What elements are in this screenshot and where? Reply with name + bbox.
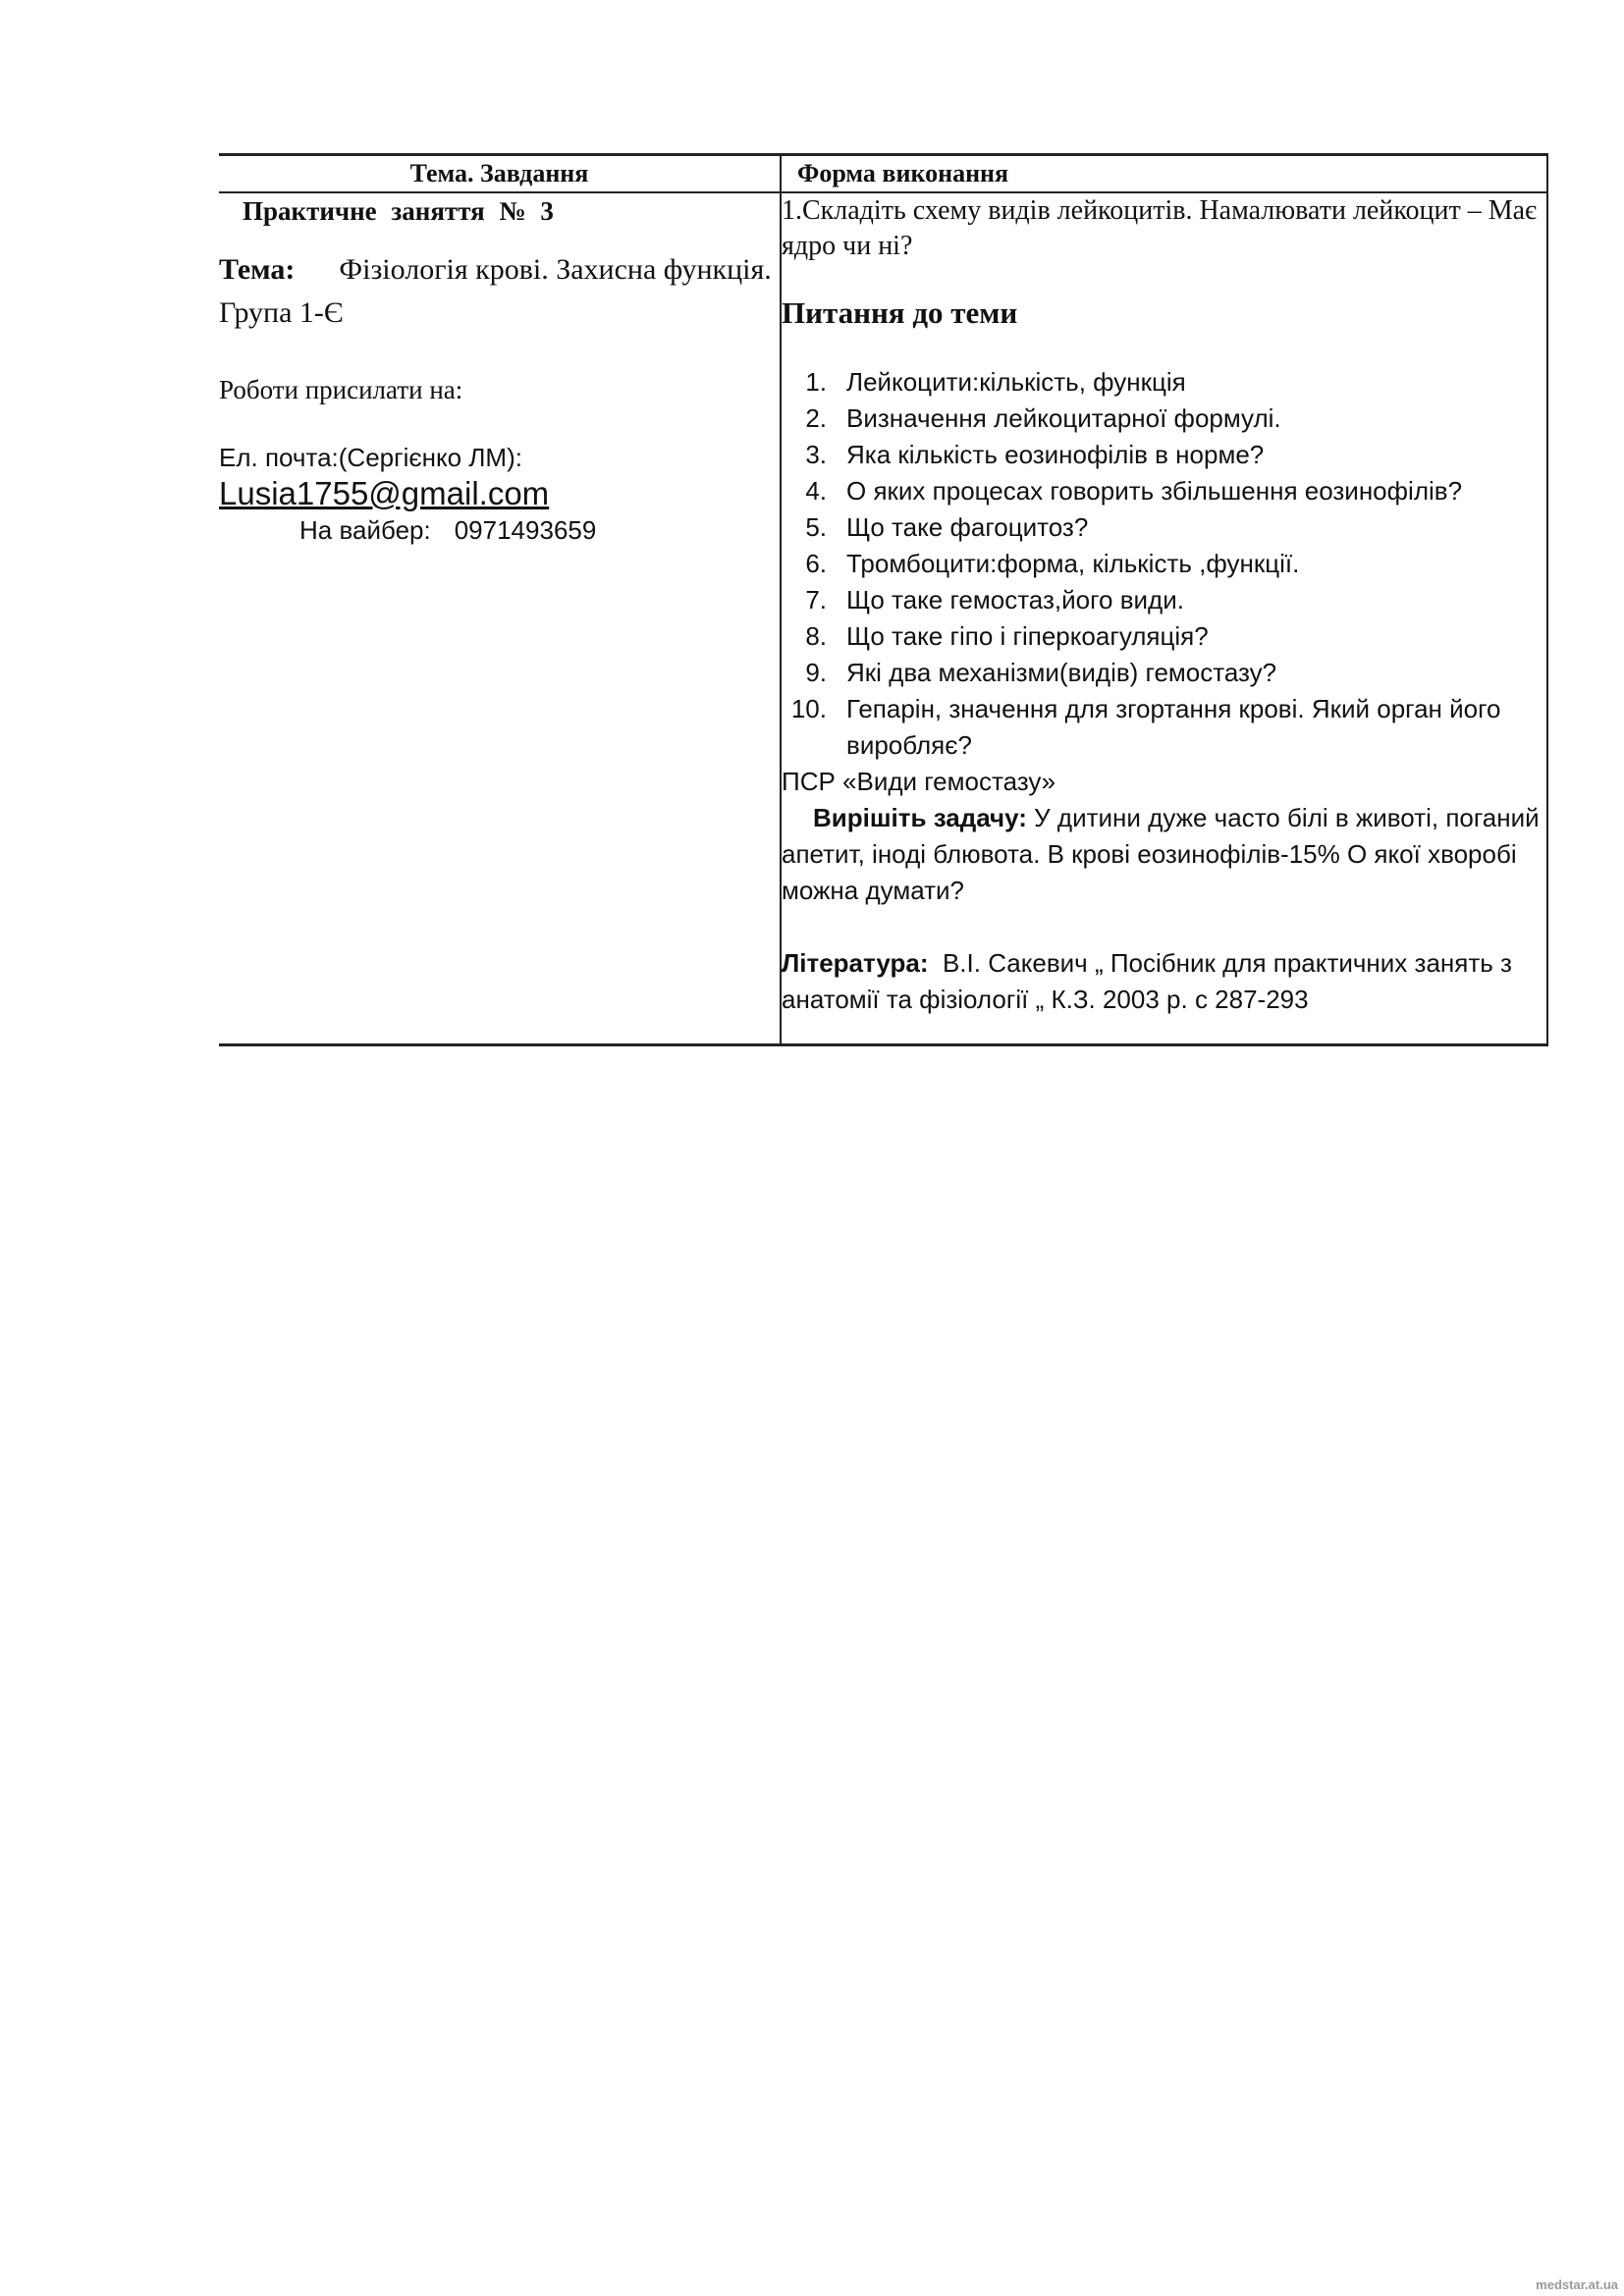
problem-text: У дитини дуже часто білі в животі, поганий апетит, іноді блювота. В крові еозинофілів-15% О якої хворобі можна думати?: [782, 803, 1540, 905]
list-item: [782, 364, 1546, 400]
table-header-row: [219, 155, 1547, 193]
questions-list: [782, 364, 1546, 764]
list-item: [782, 400, 1546, 437]
question-number: 6.: [805, 549, 827, 578]
question-number: 10.: [790, 694, 827, 723]
questions-title: Питання до теми: [782, 295, 1018, 330]
topic-cell: [219, 192, 781, 1045]
question-text: Гепарін, значення для згортання крові. Який орган його виробляє?: [846, 694, 1501, 760]
question-text: Тромбоцити:форма, кількість ,функції.: [846, 549, 1300, 578]
question-text: Які два механізми(видів) гемостазу?: [846, 658, 1277, 687]
question-number: 3.: [805, 440, 827, 469]
question-number: 2.: [805, 403, 827, 433]
problem-paragraph: [782, 800, 1546, 909]
header-form-of-execution: Форма виконання: [781, 155, 1547, 193]
viber-contact: [219, 513, 780, 547]
question-number: 1.: [805, 367, 827, 397]
theme-line: [219, 248, 780, 292]
problem-label: Вирішіть задачу:: [813, 803, 1027, 832]
list-item: [782, 437, 1546, 473]
literature-text: В.І. Сакевич „ Посібник для практичних занять з анатомії та фізіології „ К.З. 2003 р. с 287-293: [782, 948, 1512, 1014]
theme-label: Тема:: [219, 253, 296, 286]
psr-line: ПСР «Види гемостазу»: [782, 767, 1056, 796]
viber-label: На вайбер:: [299, 515, 431, 545]
question-text: Яка кількість еозинофілів в норме?: [846, 440, 1265, 469]
site-watermark: medstar.at.ua: [1536, 2277, 1618, 2292]
question-text: О яких процесах говорить збільшення еозинофілів?: [846, 476, 1463, 506]
question-text: Що таке гіпо і гіперкоагуляція?: [846, 621, 1209, 651]
literature-label: Література:: [782, 948, 929, 978]
list-item: [782, 691, 1546, 764]
send-to-label: Роботи присилати на:: [219, 375, 463, 404]
email-link[interactable]: Lusia1755@gmail.com: [219, 475, 550, 511]
header-topic-task: Тема. Завдання: [219, 155, 781, 193]
list-item: [782, 546, 1546, 582]
question-text: Що таке гемостаз,його види.: [846, 585, 1184, 614]
email-label: Ел. почта:(Сергієнко ЛМ):: [219, 443, 522, 472]
question-number: 5.: [805, 512, 827, 542]
table-body-row: [219, 192, 1547, 1045]
list-item: [782, 509, 1546, 546]
group-label: Група 1-Є: [219, 296, 344, 329]
list-item: [782, 473, 1546, 509]
question-text: Що таке фагоцитоз?: [846, 512, 1089, 542]
question-text: Визначення лейкоцитарної формулі.: [846, 403, 1281, 433]
question-number: 8.: [805, 621, 827, 651]
question-number: 9.: [805, 658, 827, 687]
theme-text: Фізіологія крові. Захисна функція.: [339, 253, 772, 286]
literature-paragraph: [782, 945, 1546, 1018]
list-item: [782, 655, 1546, 691]
list-item: [782, 618, 1546, 655]
viber-number: 0971493659: [454, 515, 597, 545]
question-number: 7.: [805, 585, 827, 614]
question-number: 4.: [805, 476, 827, 506]
assignment-table: [219, 153, 1548, 1046]
task-text: 1.Складіть схему видів лейкоцитів. Намалювати лейкоцит – Має ядро чи ні?: [782, 195, 1538, 261]
question-text: Лейкоцити:кількість, функція: [846, 367, 1186, 397]
form-cell: [781, 192, 1547, 1045]
lesson-title: Практичне заняття № 3: [243, 196, 554, 226]
list-item: [782, 582, 1546, 618]
